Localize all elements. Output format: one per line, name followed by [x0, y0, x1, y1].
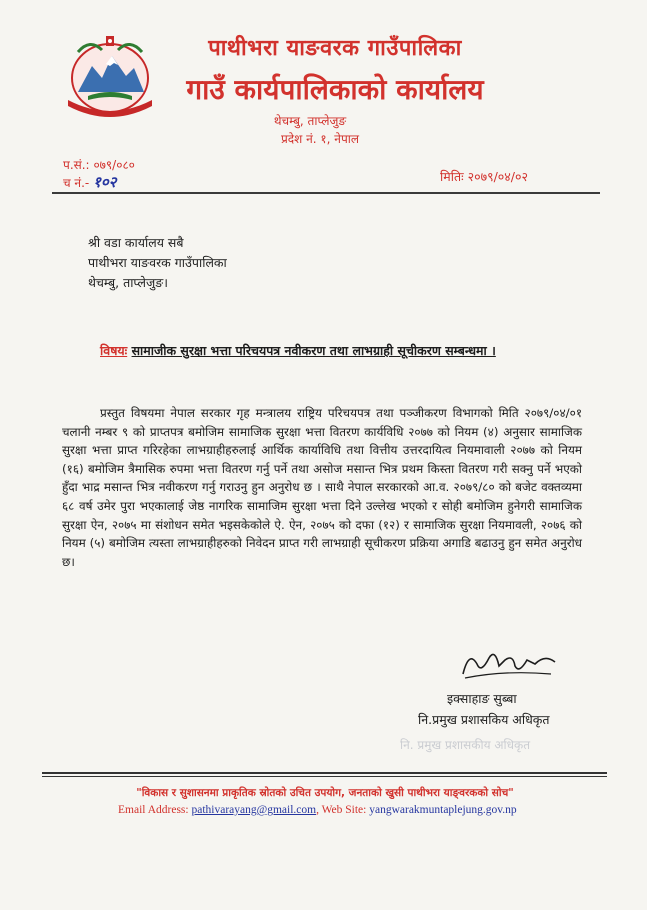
recipient-line-1: श्री वडा कार्यालय सबै [88, 235, 184, 250]
web-label: Web Site: [321, 804, 367, 816]
chalani-number [63, 172, 116, 192]
signatory-name: इक्साहाङ सुब्बा [447, 691, 517, 706]
subject-label: विषयः [100, 343, 128, 358]
letter-body: प्रस्तुत विषयमा नेपाल सरकार गृह मन्त्रालय राष्ट्रिय परिचयपत्र तथा पञ्जीकरण विभागको मिति २०७९/०४/०१ चलानी नम्बर ९ को प्राप्तपत्र बमोजिम सामाजिक सुरक्षा भत्ता वितरण कार्यविधि २०७७ को नियम (४) अनुसार सामाजिक सुरक्षा भत्ता प्राप्त गरिरहेका लाभग्राहीहरुलाई आर्थिक कार्याविधि तथा वित्तीय उत्तरदायित्व नियमावाली २०७७ को नियम (१६) बमोजिम त्रैमासिक रुपमा भत्ता वितरण गर्नु पर्ने तथा असोज मसान्त भित्र प्रथम किस्ता वितरण गरी सक्नु पर्ने भएको हुँदा भाद्र मसान्त भित्र नवीकरण गर्नु गराउनु हुन अनुरोध छ । साथै नेपाल सरकारको आ.व. २०७९/८० को बजेट वक्तव्यमा ६८ वर्ष उमेर पुरा भएकालाई जेष्ठ नागरिक सामाजिम सुरक्षा भत्ता दिने उल्लेख भएको र सोही बमोजिम हुनेगरी सामाजिक सुरक्षा ऐन, २०७५ मा संशोधन समेत भइसकेकोले ऐ. ऐन, २०७५ को दफा (१२) र सामाजिक सुरक्षा नियमावली, २०७६ को नियम (५) बमोजिम त्यस्ता लाभग्राहीहरुको निवेदन प्राप्त गरी लाभग्राही सूचीकरण प्रक्रिया अगाडि बढाउनु हुन समेत अनुरोध छ। [62, 406, 582, 569]
signatory-title: नि.प्रमुख प्रशासकिय अधिकृत [418, 712, 550, 727]
footer-divider [42, 772, 607, 774]
nepal-emblem-icon [60, 30, 160, 120]
recipient-line-2: पाथीभरा याङवरक गाउँपालिका [88, 255, 227, 270]
chalani-value: १०२ [93, 173, 117, 191]
footer-divider-thin [42, 776, 607, 777]
address-line-1: थेचम्बु, ताप्लेजुङ [273, 114, 347, 128]
patra-sankhya-value: ०७९/०८० [93, 158, 135, 172]
web-link[interactable]: yangwarakmuntaplejung.gov.np [369, 804, 517, 816]
letter-date [440, 168, 528, 185]
patra-sankhya [63, 156, 135, 173]
chalani-label: च नं.- [63, 176, 90, 190]
footer-motto: "विकास र सुशासनमा प्राकृतिक स्रोतको उचित उपयोग, जनताको खुसी पाथीभरा याङ्वरकको सोच" [136, 787, 514, 799]
email-label: Email Address: [118, 804, 189, 816]
date-label: मितिः [440, 169, 464, 184]
footer-contact: Email Address: pathivarayang@gmail.com, Web Site: yangwarakmuntaplejung.gov.np [118, 804, 517, 816]
header-divider [52, 192, 600, 194]
signature-icon [455, 644, 565, 684]
recipient-line-3: थेचम्बु, ताप्लेजुङ। [88, 275, 168, 290]
subject-line [100, 342, 570, 359]
faint-stamp: नि. प्रमुख प्रशासकीय अधिकृत [400, 738, 531, 752]
email-link[interactable]: pathivarayang@gmail.com [191, 804, 317, 816]
subject-text: सामाजीक सुरक्षा भत्ता परिचयपत्र नवीकरण तथा लाभग्राही सूचीकरण सम्बन्धमा । [131, 343, 496, 358]
date-value: २०७९/०४/०२ [467, 169, 529, 184]
patra-sankhya-label: प.सं.: [63, 158, 90, 172]
office-type: गाउँ कार्यपालिकाको कार्यालय [186, 73, 484, 106]
office-name: पाथीभरा याङवरक गाउँपालिका [208, 36, 462, 61]
address-line-2: प्रदेश नं. १, नेपाल [280, 132, 360, 146]
